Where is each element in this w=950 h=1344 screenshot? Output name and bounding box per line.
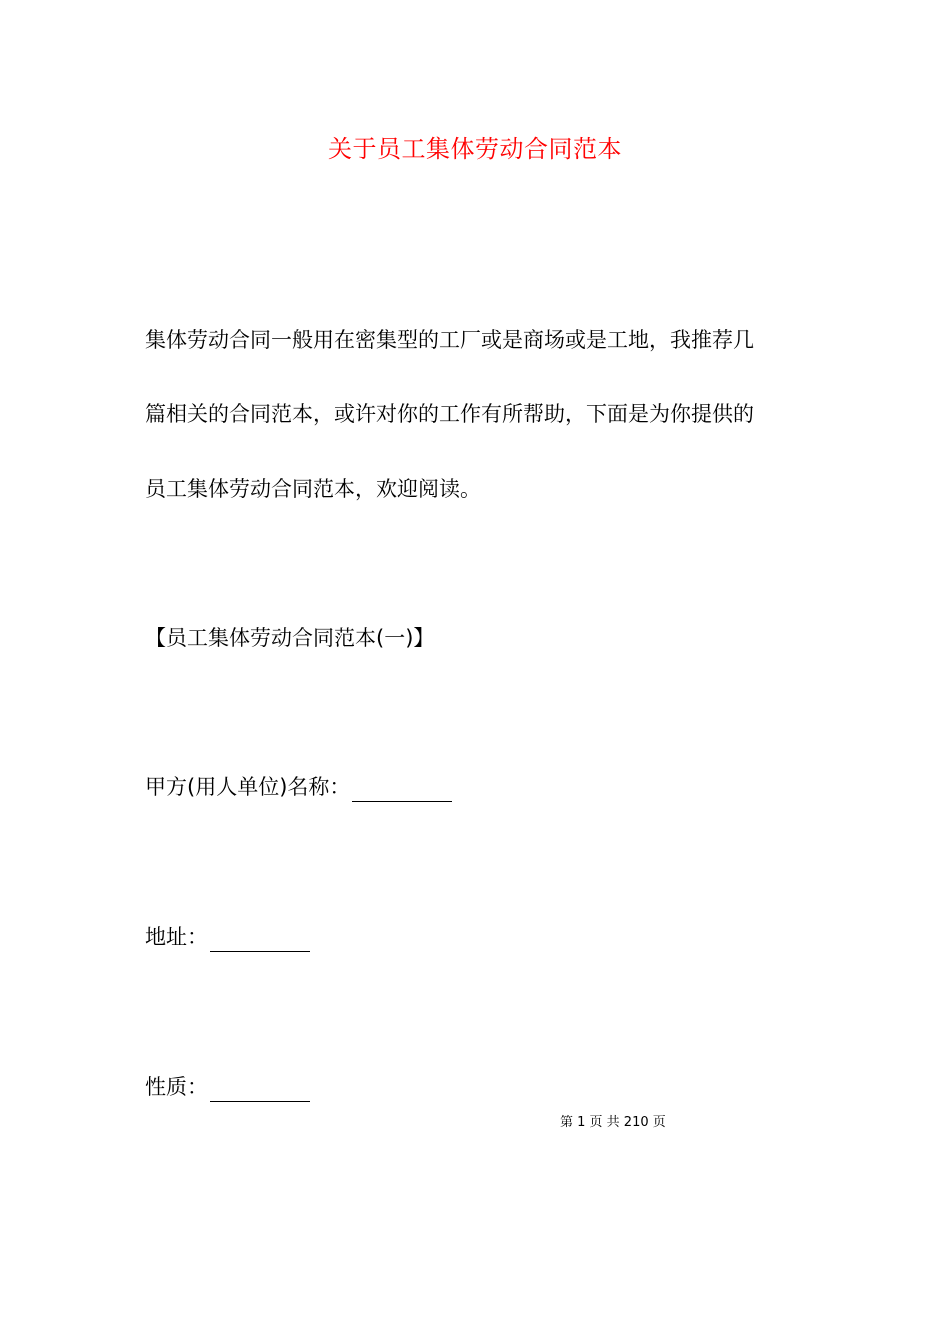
section-heading: 【员工集体劳动合同范本(一)】 — [145, 626, 435, 650]
page-footer: 第 1 页 共 210 页 — [560, 1115, 666, 1130]
intro-line-2: 篇相关的合同范本，或许对你的工作有所帮助，下面是为你提供的 — [145, 402, 754, 426]
address-blank-line — [210, 927, 310, 952]
document-title: 关于员工集体劳动合同范本 — [328, 135, 622, 163]
party-a-name-field — [145, 772, 452, 802]
intro-line-3: 员工集体劳动合同范本，欢迎阅读。 — [145, 477, 481, 501]
nature-field — [145, 1072, 310, 1102]
intro-line-1: 集体劳动合同一般用在密集型的工厂或是商场或是工地，我推荐几 — [145, 328, 754, 352]
party-a-name-blank-line — [352, 777, 452, 802]
address-label: 地址： — [145, 925, 208, 949]
nature-label: 性质： — [145, 1075, 208, 1099]
party-a-name-label: 甲方(用人单位)名称： — [145, 775, 351, 799]
nature-blank-line — [210, 1077, 310, 1102]
address-field — [145, 922, 310, 952]
